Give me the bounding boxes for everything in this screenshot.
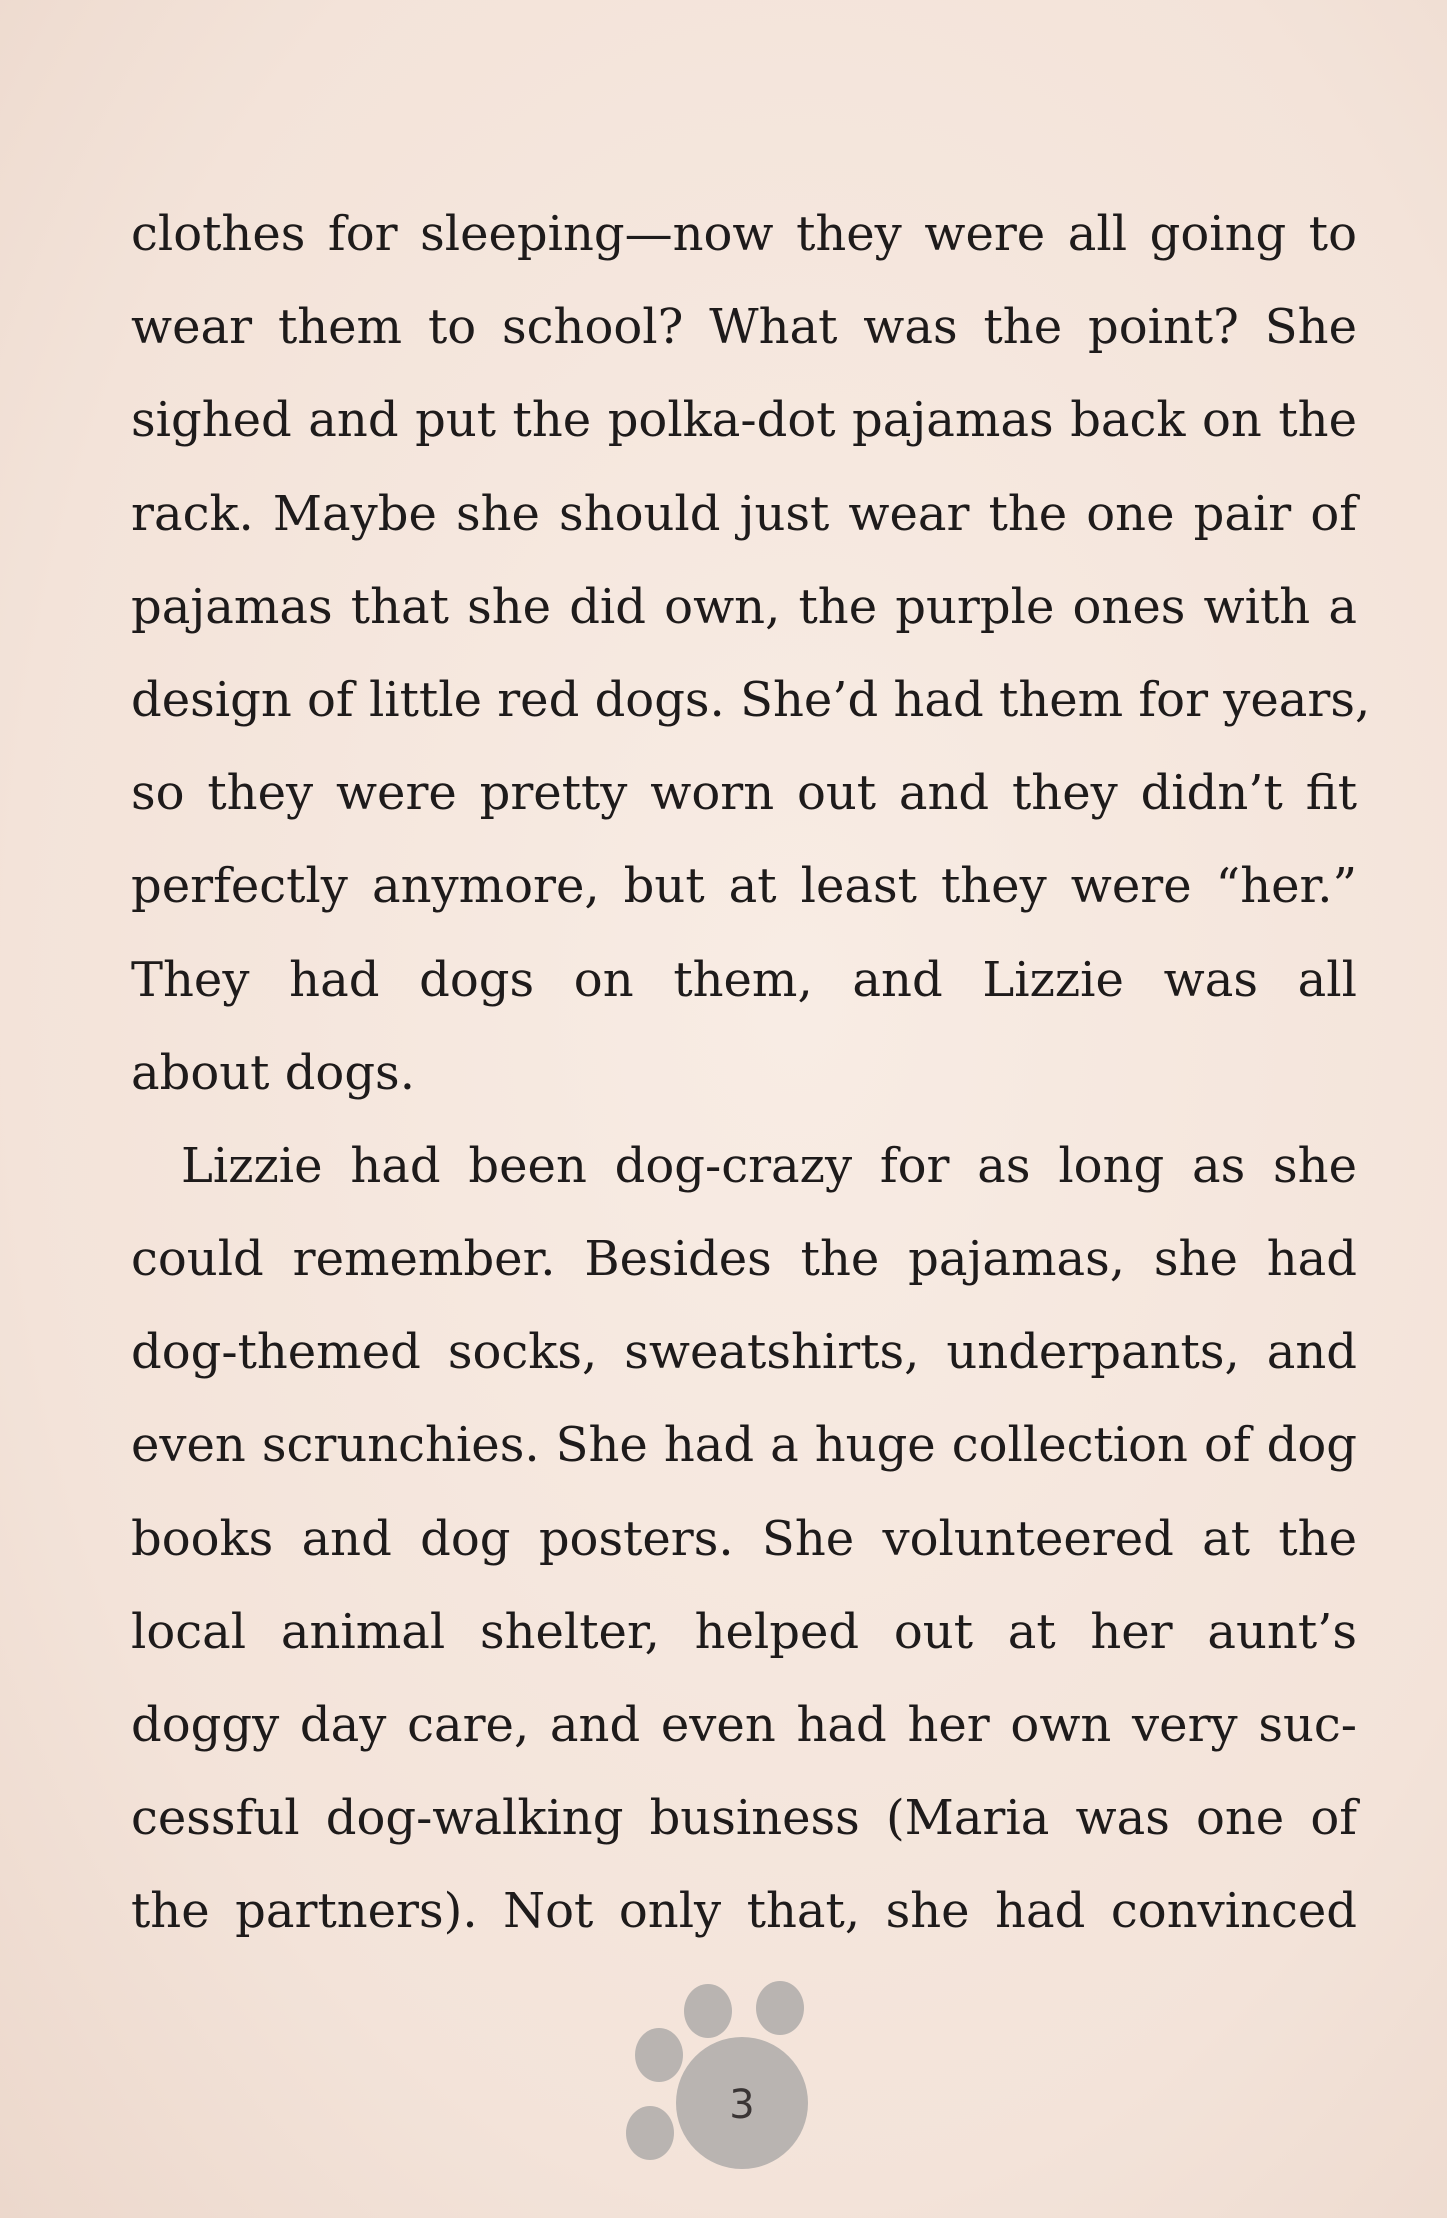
text-line: perfectly anymore, but at least they were “her.” — [131, 858, 1357, 915]
text-line: local animal shelter, helped out at her aunt’s — [131, 1603, 1357, 1660]
paw-print-icon — [620, 1975, 820, 2185]
text-line: books and dog posters. She volunteered at the — [131, 1510, 1357, 1567]
text-line: rack. Maybe she should just wear the one pair of — [131, 485, 1357, 542]
text-line: even scrunchies. She had a huge collection of dog — [131, 1417, 1357, 1474]
page-number: 3 — [729, 2082, 755, 2128]
text-line: so they were pretty worn out and they didn’t fit — [131, 765, 1357, 822]
text-line: design of little red dogs. She’d had them for years, — [131, 671, 1371, 728]
paw-toe — [756, 1981, 804, 2035]
text-line: wear them to school? What was the point? She — [131, 299, 1357, 356]
text-line: Lizzie had been dog-crazy for as long as she — [181, 1137, 1357, 1194]
text-line: pajamas that she did own, the purple ones with a — [131, 578, 1357, 635]
paw-toe — [684, 1984, 732, 2038]
paw-toe — [626, 2106, 674, 2160]
text-line: They had dogs on them, and Lizzie was all — [131, 951, 1357, 1008]
paw-toe — [635, 2028, 683, 2082]
text-line: about dogs. — [131, 1044, 415, 1101]
body-text — [131, 188, 1371, 1959]
text-line: the partners). Not only that, she had convinced — [131, 1883, 1357, 1940]
text-line: dog-themed socks, sweatshirts, underpants, and — [131, 1324, 1357, 1381]
text-line: doggy day care, and even had her own very suc- — [131, 1697, 1357, 1753]
text-line: cessful dog-walking business (Maria was one of — [131, 1790, 1357, 1847]
text-line: clothes for sleeping—now they were all going to — [131, 206, 1357, 262]
text-line: could remember. Besides the pajamas, she had — [131, 1231, 1357, 1288]
text-line: sighed and put the polka-dot pajamas back on the — [131, 392, 1357, 449]
